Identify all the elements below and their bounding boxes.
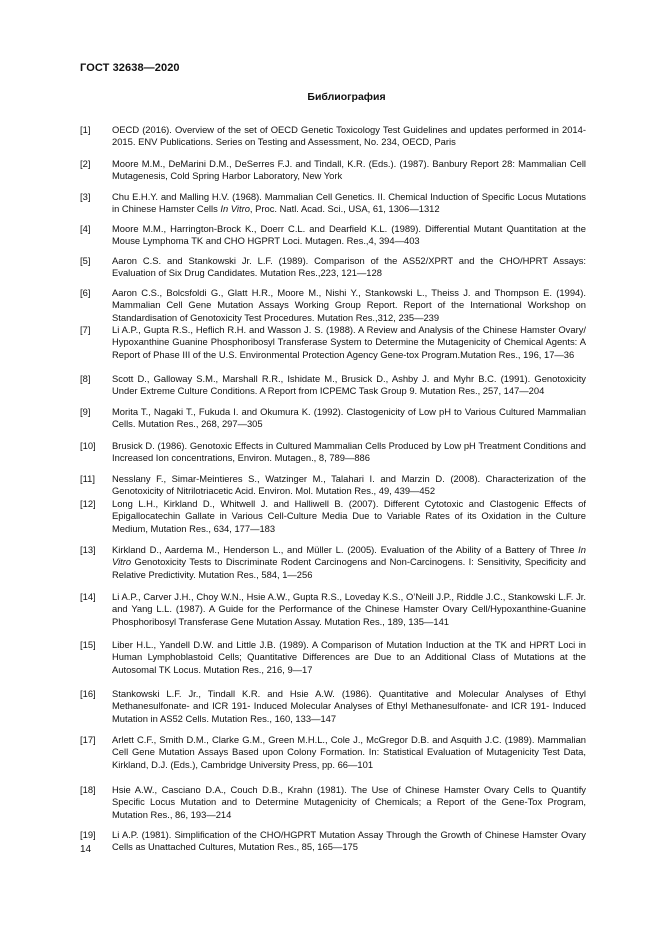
reference-number: [8] bbox=[80, 373, 91, 384]
reference-text-segment: Arlett C.F., Smith D.M., Clarke G.M., Green M.H.L., Cole J., McGregor D.B. and Asquith J.C. (1989). Mammalian Cell Gene Mutation Assays Based upon Colony Formation. In: Statistical Evaluation of Mutagenicity Test Data, Kirkland, D.J. (Eds.), Cambridge University Press, pp. 66—101 bbox=[112, 734, 586, 770]
reference-text bbox=[112, 287, 586, 324]
reference-item bbox=[80, 324, 586, 361]
reference-text bbox=[112, 498, 586, 535]
reference-text bbox=[112, 473, 586, 498]
reference-text-segment: Li A.P. (1981). Simplification of the CHO/HGPRT Mutation Assay Through the Growth of Chinese Hamster Ovary Cells as Unattached Cultures, Mutation Res., 85, 165—175 bbox=[112, 829, 586, 853]
reference-text-segment: Moore M.M., DeMarini D.M., DeSerres F.J. and Tindall, K.R. (Eds.). (1987). Banbury Report 28: Mammalian Cell Mutagenesis, Cold Spring Harbor Laboratory, New York bbox=[112, 158, 586, 182]
reference-item bbox=[80, 255, 586, 280]
reference-item bbox=[80, 191, 586, 216]
reference-text-segment: Moore M.M., Harrington-Brock K., Doerr C.L. and Dearfield K.L. (1989). Differential Mutant Quantitation at the Mouse Lymphoma TK and CHO HGPRT Loci. Mutagen. Res.,4, 394—403 bbox=[112, 223, 586, 247]
reference-text-segment: Stankowski L.F. Jr., Tindall K.R. and Hsie A.W. (1986). Quantitative and Molecular Analyses of Ethyl Methanesulfonate- and ICR 191- Induced Molecular Analyses of Ethyl Methanesulfonate- and ICR 191- Induced Mutation in AS52 Cells. Mutation Res., 160, 133—147 bbox=[112, 688, 586, 724]
reference-text-segment: Kirkland D., Aardema M., Henderson L., and Müller L. (2005). Evaluation of the Ability of a Battery of Three bbox=[112, 544, 579, 555]
reference-text bbox=[112, 688, 586, 725]
reference-number: [5] bbox=[80, 255, 91, 266]
reference-text bbox=[112, 544, 586, 581]
reference-item bbox=[80, 440, 586, 465]
reference-text-segment: Li A.P., Carver J.H., Choy W.N., Hsie A.W., Gupta R.S., Loveday K.S., O’Neill J.P., Riddle J.C., Stankowski L.F. Jr. and Yang L.L. (1987). A Guide for the Performance of the Chinese Hamster Ovary Cell/Hypoxanthine-Guanine Phosphoribosyl Transferase Gene Mutation Assay. Mutation Res., 189, 135—141 bbox=[112, 591, 586, 627]
reference-text-segment: OECD (2016). Overview of the set of OECD Genetic Toxicology Test Guidelines and updates performed in 2014-2015. ENV Publications. Series on Testing and Assessment, No. 234, OECD, Paris bbox=[112, 124, 586, 148]
reference-item bbox=[80, 784, 586, 821]
reference-number: [4] bbox=[80, 223, 91, 234]
reference-text-segment: Scott D., Galloway S.M., Marshall R.R., Ishidate M., Brusick D., Ashby J. and Myhr B.C. (1991). Genotoxicity Under Extreme Culture Conditions. A Report from ICPEMC Task Group 9. Mutation Res., 257, 147—204 bbox=[112, 373, 586, 397]
reference-text-segment: Morita T., Nagaki T., Fukuda I. and Okumura K. (1992). Clastogenicity of Low pH to Various Cultured Mammalian Cells. Mutation Res., 268, 297—305 bbox=[112, 406, 586, 430]
reference-item bbox=[80, 373, 586, 398]
reference-text bbox=[112, 440, 586, 465]
reference-number: [6] bbox=[80, 287, 91, 298]
reference-text-segment: Nesslany F., Simar-Meintieres S., Watzinger M., Talahari I. and Marzin D. (2008). Characterization of the Genotoxicity of Nitrilotriacetic Acid. Environ. Mol. Mutation Res., 49, 439—452 bbox=[112, 473, 586, 497]
reference-text bbox=[112, 158, 586, 183]
reference-text bbox=[112, 829, 586, 854]
reference-number: [16] bbox=[80, 688, 96, 699]
page-number: 14 bbox=[80, 844, 92, 855]
reference-text-segment: Genotoxicity Tests to Discriminate Rodent Carcinogens and Non-Carcinogens. I: Sensitivity, Specificity and Relative Predictivity. Mutation Res., 584, 1—256 bbox=[112, 556, 586, 580]
reference-number: [18] bbox=[80, 784, 96, 795]
reference-text bbox=[112, 223, 586, 248]
reference-text bbox=[112, 734, 586, 771]
reference-text bbox=[112, 124, 586, 149]
reference-item bbox=[80, 688, 586, 725]
reference-text bbox=[112, 784, 586, 821]
reference-text-italic: In Vitro bbox=[220, 203, 250, 215]
reference-number: [10] bbox=[80, 440, 96, 451]
reference-number: [11] bbox=[80, 473, 95, 484]
reference-item bbox=[80, 158, 586, 183]
reference-item bbox=[80, 544, 586, 581]
reference-number: [3] bbox=[80, 191, 91, 202]
reference-item bbox=[80, 124, 586, 149]
reference-number: [9] bbox=[80, 406, 91, 417]
reference-number: [2] bbox=[80, 158, 91, 169]
reference-text-segment: Aaron C.S. and Stankowski Jr. L.F. (1989). Comparison of the AS52/XPRT and the CHO/HPRT Assays: Evaluation of Six Drug Candidates. Mutation Res.,223, 121—128 bbox=[112, 255, 586, 279]
reference-text bbox=[112, 255, 586, 280]
reference-item bbox=[80, 591, 586, 628]
reference-text-segment: , Proc. Natl. Acad. Sci., USA, 61, 1306—1312 bbox=[249, 203, 440, 215]
reference-text-segment: Li A.P., Gupta R.S., Heflich R.H. and Wasson J. S. (1988). A Review and Analysis of the Chinese Hamster Ovary/ Hypoxanthine Guanine Phosphoribosyl Transferase System to Determine the Mutagenicity of Chemical Agents: A Report of Phase III of the U.S. Environmental Protection Agency Gene-tox Program.Mutation Res., 196, 17—36 bbox=[112, 324, 586, 360]
reference-item bbox=[80, 287, 586, 324]
reference-text-segment: Liber H.L., Yandell D.W. and Little J.B. (1989). A Comparison of Mutation Induction at the TK and HPRT Loci in Human Lymphoblastoid Cells; Quantitative Differences are Due to an Additional Class of Mutations at the Autosomal TK Locus. Mutation Res., 216, 9—17 bbox=[112, 639, 586, 675]
reference-item bbox=[80, 473, 586, 498]
reference-text-segment: Long L.H., Kirkland D., Whitwell J. and Halliwell B. (2007). Different Cytotoxic and Clastogenic Effects of Epigallocatechin Gallate in Various Cell-Culture Media Due to Variable Rates of its Oxidation in the Culture Medium, Mutation Res., 634, 177—183 bbox=[112, 498, 586, 534]
standard-header: ГОСТ 32638—2020 bbox=[80, 62, 180, 74]
section-title: Библиография bbox=[307, 91, 386, 103]
reference-item bbox=[80, 734, 586, 771]
reference-text bbox=[112, 373, 586, 398]
reference-text bbox=[112, 324, 586, 361]
reference-number: [1] bbox=[80, 124, 91, 135]
reference-number: [15] bbox=[80, 639, 96, 650]
reference-number: [17] bbox=[80, 734, 96, 745]
reference-text-italic: In Vitro bbox=[112, 544, 586, 568]
reference-item bbox=[80, 406, 586, 431]
reference-number: [13] bbox=[80, 544, 96, 555]
reference-number: [7] bbox=[80, 324, 91, 335]
reference-item bbox=[80, 829, 586, 854]
reference-item bbox=[80, 498, 586, 535]
reference-text-segment: Chu E.H.Y. and Malling H.V. (1968). Mammalian Cell Genetics. II. Chemical Induction of Specific Locus Mutations in Chinese Hamster Cells bbox=[112, 191, 586, 215]
reference-text bbox=[112, 639, 586, 676]
reference-text-segment: Aaron C.S., Bolcsfoldi G., Glatt H.R., Moore M., Nishi Y., Stankowski L., Theiss J. and Thompson E. (1994). Mammalian Cell Gene Mutation Assays Working Group Report. Report of the International Workshop on Standardisation of Genotoxicity Test Procedures. Mutation Res.,312, 235—239 bbox=[112, 287, 586, 323]
reference-number: [12] bbox=[80, 498, 96, 509]
reference-number: [19] bbox=[80, 829, 96, 840]
reference-item bbox=[80, 223, 586, 248]
reference-text-segment: Hsie A.W., Casciano D.A., Couch D.B., Krahn (1981). The Use of Chinese Hamster Ovary Cells to Quantify Specific Locus Mutation and to Determine Mutagenicity of Chemicals; a Report of the Gene-Tox Program, Mutation Res., 86, 193—214 bbox=[112, 784, 586, 820]
reference-text-segment: Brusick D. (1986). Genotoxic Effects in Cultured Mammalian Cells Produced by Low pH Treatment Conditions and Increased Ion concentrations, Environ. Mutagen., 8, 789—886 bbox=[112, 440, 586, 464]
reference-item bbox=[80, 639, 586, 676]
reference-text bbox=[112, 406, 586, 431]
reference-text bbox=[112, 591, 586, 628]
reference-number: [14] bbox=[80, 591, 96, 602]
reference-text bbox=[112, 191, 586, 216]
